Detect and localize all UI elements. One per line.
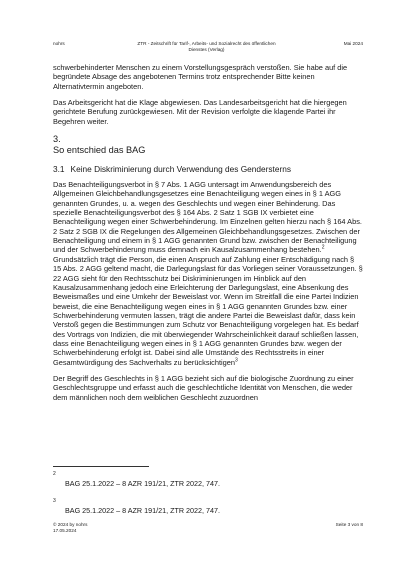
footnote-ref-2[interactable]: 2 [321,245,325,251]
header-date: Mai 2024 [343,41,363,46]
paragraph-1: schwerbehinderter Menschen zu einem Vorstellungsgespräch verstoßen. Sie habe auf die begründete Absage des angebotenen Termins trotz entsprechender Bitte keinen Alternativtermin angeboten. [53,63,348,91]
footnote-2-text: BAG 25.1.2022 – 8 AZR 191/21, ZTR 2022, 747. [65,479,221,488]
header-publisher: nohrs [53,41,65,46]
footnote-divider [53,466,149,467]
subsection-heading [53,164,364,174]
paragraph-2: Das Arbeitsgericht hat die Klage abgewiesen. Das Landesarbeitsgericht hat die hiergegen gerichtete Berufung zurückgewiesen. Mit der Revision verfolgte die klagende Partei ihr Begehren weiter. [53,98,347,126]
footer-date: 17.05.2024 [53,527,77,533]
header-journal-title [130,41,283,52]
paragraph-3 [53,180,364,367]
footnote-3-text: BAG 25.1.2022 – 8 AZR 191/21, ZTR 2022, 747. [65,506,221,515]
footnote-3-mark: 3 [53,498,56,504]
footnote-2-mark: 2 [53,471,56,477]
header-journal-line-2: Dienstes (Verlag) [188,46,225,52]
footnote-ref-3[interactable]: 3 [235,357,238,364]
footer-page-number: Seite 3 von 8 [335,522,363,527]
paragraph-3-part-a: Das Benachteiligungsverbot in § 7 Abs. 1 AGG untersagt im Anwendungsbereich des Allgemeinen Gleichbehandlungsgesetzes eine Benachteiligung wegen eines in § 1 AGG genannten Grundes, u. a. wegen des Geschlechts und wegen einer Behinderung. Das spezielle Benachteiligungsverbot des § 164 Abs. 2 Satz 1 SGB IX verbietet eine Benachteiligung wegen einer Schwerbehinderung. Im Einzelnen gelten hierzu nach § 164 Abs. 2 Satz 2 SGB IX die Regelungen des Allgemeinen Gleichbehandlungsgesetzes. Zwischen der Benachteiligung und einem in § 1 AGG genannten Grund bzw. zwischen der Benachteiligung und der Schwerbehinderung muss demnach ein Kausalzusammenhang bestehen. [53,180,362,255]
paragraph-4: Der Begriff des Geschlechts in § 1 AGG bezieht sich auf die biologische Zuordnung zu einer Geschlechtsgruppe und erfasst auch die geschlechtliche Identität von Menschen, die weder dem männlichen noch dem weiblichen Geschlecht zuzuordnen [53,373,354,402]
subsection-title: Keine Diskriminierung durch Verwendung des Gendersterns [70,164,291,175]
footer-copyright-text: © 2024 by nohrs [53,522,88,527]
footer-copyright [53,522,87,534]
section-number: 3. [53,134,61,145]
footnote-2 [53,471,220,488]
header-journal-line-1: ZTR - Zeitschrift für Tarif-, Arbeits- und Sozialrecht des öffentlichen [137,41,276,46]
subsection-number: 3.1 [53,164,65,175]
main-content [53,63,364,409]
footnote-3 [53,498,220,515]
paragraph-3-part-b: Grundsätzlich trägt die Person, die einen Anspruch auf Zahlung einer Entschädigung nach § 15 Abs. 2 AGG geltend macht, die Darlegungslast für das Vorliegen seiner Voraussetzungen. § 22 AGG sieht für den Rechtsschutz bei Diskriminierungen im Hinblick auf den Kausalzusammenhang jedoch eine Erleichterung der Darlegungslast, eine Absenkung des Beweismaßes und eine Umkehr der Beweislast vor. Wenn im Streitfall die eine Partei Indizien beweist, die eine Benachteiligung wegen eines in § 1 AGG genannten Grundes bzw. einer Schwerbehinderung vermuten lassen, trägt die andere Partei die Beweislast dafür, dass kein Verstoß gegen die Bestimmungen zum Schutz vor Benachteiligung vorgelegen hat. Es bedarf des Vortrags von Indizien, die mit überwiegender Wahrscheinlichkeit darauf schließen lassen, dass eine Benachteiligung wegen eines in § 1 AGG genannten Grundes bzw. wegen der Schwerbehinderung erfolgt ist. Dabei sind alle Umstände des Rechtsstreits in einer Gesamtwürdigung des Sachverhalts zu berücksichtigen [53,254,363,367]
section-title: So entschied das BAG [53,145,146,156]
